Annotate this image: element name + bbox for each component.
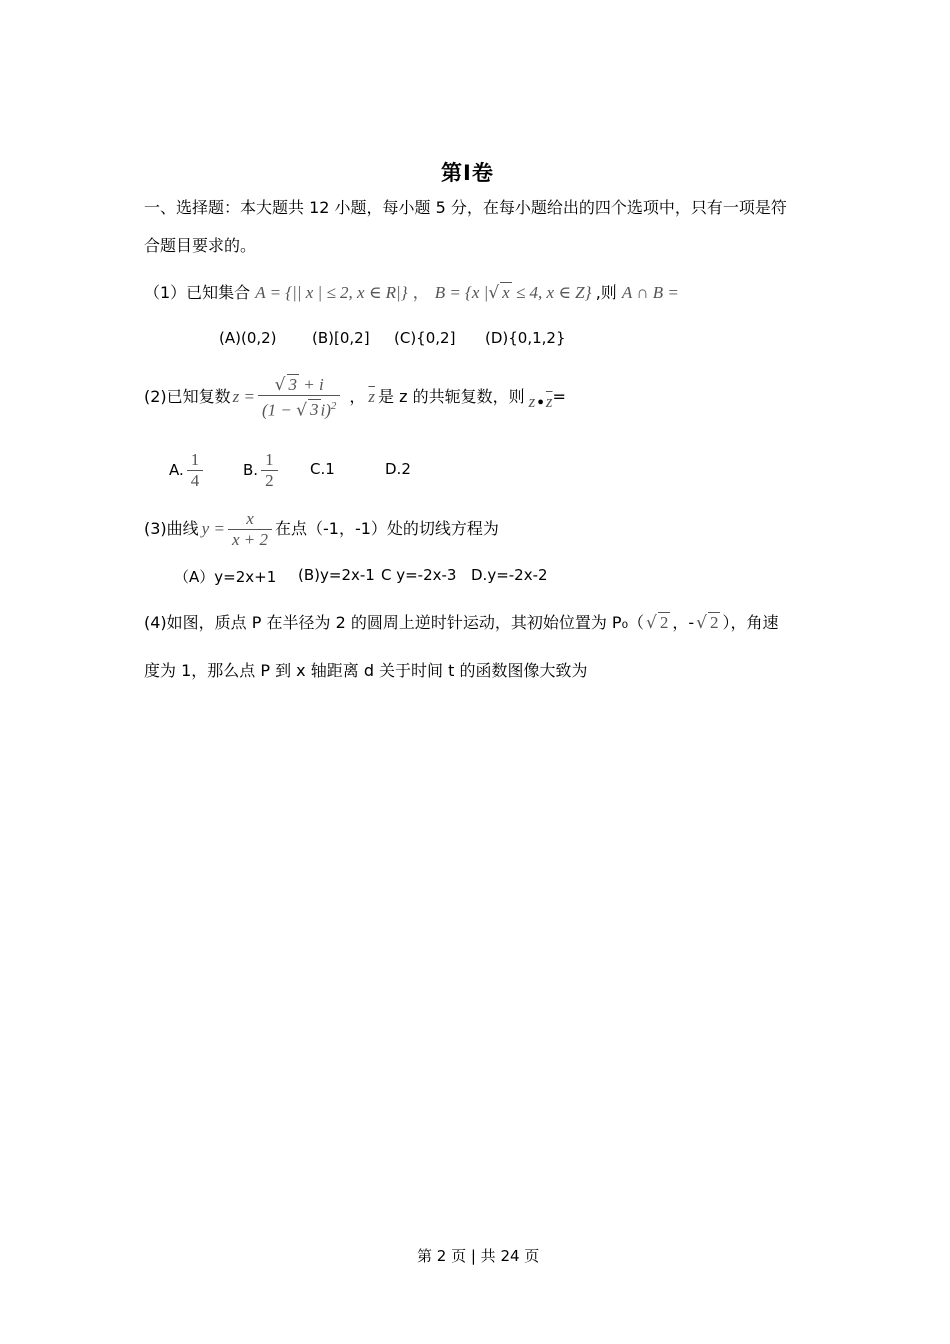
q2-product-dot: ● bbox=[537, 396, 544, 408]
q3-option-c: C y=-2x-3 bbox=[381, 566, 457, 584]
q1-expression: A ∩ B = bbox=[621, 283, 679, 302]
question-4-line2: 度为 1，那么点 P 到 x 轴距离 d 关于时间 t 的函数图像大致为 bbox=[144, 661, 588, 680]
q2-option-b-fraction: $\frac{1}{2}$ bbox=[261, 450, 278, 491]
q1-set-b: B = {x |√ x ≤ 4, x ∈ Z} bbox=[434, 283, 592, 303]
q3-y-eq: y = bbox=[201, 519, 225, 538]
q3-fraction: $\frac{x}{x + 2}$ bbox=[228, 509, 272, 550]
q2-z-eq: z = bbox=[232, 387, 256, 406]
q1-set-a: A = {|| x | ≤ 2, x ∈ R|} bbox=[255, 283, 408, 302]
q4-sqrt-2: √ 2 bbox=[696, 613, 719, 633]
q2-option-a-fraction: $\frac{1}{4}$ bbox=[187, 450, 204, 491]
q2-option-d: D.2 bbox=[385, 460, 411, 478]
q4-sqrt-1: √ 2 bbox=[646, 613, 669, 633]
q1-prefix: （1）已知集合 bbox=[144, 283, 251, 302]
q2-option-a: A. $\frac{1}{4}$ bbox=[169, 446, 206, 494]
q3-prefix: (3)曲线 bbox=[144, 519, 199, 538]
page-footer: 第 2 页 | 共 24 页 bbox=[417, 1247, 540, 1265]
section-intro-line2: 合题目要求的。 bbox=[144, 236, 257, 255]
q4-text-b: ，- bbox=[672, 613, 695, 632]
q2-product-z: z bbox=[528, 392, 536, 411]
q2-comma: ， bbox=[349, 387, 366, 406]
q1-comma: ， bbox=[412, 283, 430, 302]
q2-product-zbar: $\overline{z}$ bbox=[545, 392, 553, 411]
q3-option-a: （A）y=2x+1 bbox=[174, 568, 277, 586]
page-title: 第Ⅰ卷 bbox=[441, 161, 494, 185]
q2-option-b: B. $\frac{1}{2}$ bbox=[243, 446, 281, 494]
q2-mid-text: 是 z 的共轭复数，则 bbox=[378, 387, 525, 406]
q2-prefix: (2)已知复数 bbox=[144, 387, 231, 406]
q1-option-c: (C){0,2] bbox=[394, 329, 456, 347]
q3-suffix: 在点（-1，-1）处的切线方程为 bbox=[274, 519, 499, 538]
q1-option-b: (B)[0,2] bbox=[312, 329, 370, 347]
q4-text-c: ），角速 bbox=[722, 613, 779, 632]
question-3 bbox=[144, 506, 499, 552]
q3-option-b: (B)y=2x-1 bbox=[298, 566, 375, 584]
q1-option-d: (D){0,1,2} bbox=[485, 329, 566, 347]
q2-fraction: $\frac{√ 3 + i}{(1 - √ 3 i)^2}$ bbox=[258, 374, 340, 421]
question-4-line1 bbox=[144, 612, 778, 633]
q3-option-d: D.y=-2x-2 bbox=[471, 566, 548, 584]
q2-option-c: C.1 bbox=[310, 460, 335, 478]
q1-option-a: (A)(0,2) bbox=[219, 329, 277, 347]
q4-text-a: (4)如图，质点 P 在半径为 2 的圆周上逆时针运动，其初始位置为 P₀（ bbox=[144, 613, 644, 632]
question-1 bbox=[144, 282, 679, 303]
question-2 bbox=[144, 371, 566, 423]
q2-zbar: $\overline{z}$ bbox=[368, 387, 376, 406]
q2-equals: = bbox=[552, 387, 566, 406]
q1-then: ,则 bbox=[595, 283, 617, 302]
section-intro-line1: 一、选择题：本大题共 12 小题，每小题 5 分，在每小题给出的四个选项中，只有一项是符 bbox=[144, 198, 787, 217]
